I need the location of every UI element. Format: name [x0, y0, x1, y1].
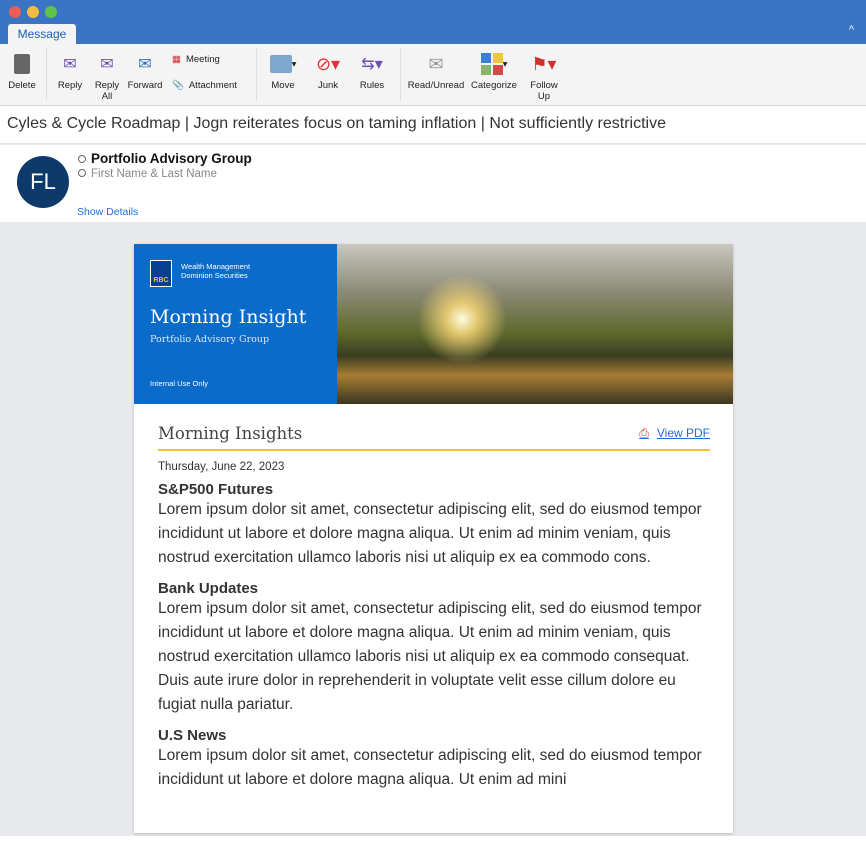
date: Thursday, June 22, 2023 [158, 461, 285, 473]
email-subject: Cyles & Cycle Roadmap | Jogn reiterates focus on taming inflation | Not sufficiently restrictive [0, 106, 866, 144]
forward-icon: ✉ [138, 55, 152, 73]
section [158, 580, 710, 717]
junk-icon: ⊘▾ [315, 53, 341, 74]
section-text: Lorem ipsum dolor sit amet, consectetur adipiscing elit, sed do eiusmod tempor incididunt ut labore et dolore magna aliqua. Ut enim ad minim veniam, quis nostrud exercitation ullamco laboris nisi ut aliquip ex ea commodo consequat. Duis aute irure dolor in reprehenderit in voluptate velit esse cillum dolore eu fugiat nulla pariatur. [158, 600, 702, 713]
delete-button[interactable]: Delete [4, 50, 40, 91]
trash-icon [4, 50, 40, 78]
calendar-icon: ▦ [172, 54, 181, 65]
rbc-logo: RBC [150, 260, 172, 287]
view-pdf-link[interactable]: ⎙ View PDF [639, 426, 710, 440]
message-header [0, 145, 866, 222]
recipient[interactable]: First Name & Last Name [78, 168, 217, 180]
read-unread-button[interactable]: ✉ Read/Unread [406, 50, 466, 91]
follow-up-button[interactable]: ⚑▾ Follow Up [526, 50, 562, 102]
close-window-button[interactable] [9, 6, 21, 18]
banner-subtitle: Portfolio Advisory Group [150, 334, 270, 345]
pdf-icon: ⎙ [639, 426, 649, 440]
banner [134, 244, 337, 404]
classification-label: Internal Use Only [150, 379, 208, 388]
rules-icon: ⇆▾ [361, 55, 383, 73]
section [158, 481, 710, 570]
banner-title: Morning Insight [150, 306, 307, 328]
minimize-window-button[interactable] [27, 6, 39, 18]
attachment-button[interactable]: 📎 Attachment [172, 80, 237, 91]
paperclip-icon: 📎 [172, 80, 184, 91]
email-body [134, 244, 733, 833]
newsletter-title: Morning Insights [158, 424, 303, 443]
move-button[interactable]: ▾ Move [264, 50, 302, 91]
avatar: FL [17, 156, 69, 208]
reply-all-icon: ✉ [100, 55, 114, 73]
title-bar [0, 0, 866, 44]
status-icon [78, 169, 86, 177]
section-heading: Bank Updates [158, 580, 259, 597]
section [158, 727, 710, 792]
tab-message[interactable]: Message [8, 24, 76, 44]
reply-button[interactable]: ✉ Reply [54, 50, 86, 91]
collapse-ribbon-button[interactable]: ^ [848, 24, 854, 36]
rules-button[interactable]: ⇆▾ Rules [354, 50, 390, 91]
section-heading: S&P500 Futures [158, 481, 274, 498]
section-heading: U.S News [158, 727, 227, 744]
section-text: Lorem ipsum dolor sit amet, consectetur adipiscing elit, sed do eiusmod tempor incididunt ut labore et dolore magna aliqua. Ut enim ad mini [158, 747, 702, 788]
forward-button[interactable]: ✉ Forward [126, 50, 164, 91]
reply-all-button[interactable]: ✉ Reply All [90, 50, 124, 102]
envelope-icon: ✉ [428, 53, 444, 74]
status-icon [78, 155, 86, 163]
categorize-button[interactable]: ▾ Categorize [468, 50, 520, 91]
zoom-window-button[interactable] [45, 6, 57, 18]
meeting-button[interactable]: ▦ Meeting [172, 54, 220, 65]
newsletter-content [158, 424, 710, 792]
brand-line-1: Wealth Management [181, 262, 251, 271]
sender[interactable]: Portfolio Advisory Group [78, 151, 252, 166]
landscape-image [337, 244, 733, 404]
reply-icon: ✉ [63, 55, 77, 73]
section-text: Lorem ipsum dolor sit amet, consectetur adipiscing elit, sed do eiusmod tempor incididunt ut labore et dolore magna aliqua. Ut enim ad minim veniam, quis nostrud exercitation ullamco laboris nisi ut aliquip ex ea commodo cons. [158, 501, 702, 566]
brand-line-2: Dominion Securities [181, 271, 248, 280]
show-details-link[interactable]: Show Details [77, 206, 139, 218]
junk-button[interactable]: ⊘▾ Junk [310, 50, 346, 91]
ribbon-toolbar [0, 44, 866, 106]
categorize-icon: ▾ [468, 50, 520, 78]
flag-icon: ⚑▾ [531, 53, 557, 74]
folder-move-icon: ▾ [264, 50, 302, 78]
